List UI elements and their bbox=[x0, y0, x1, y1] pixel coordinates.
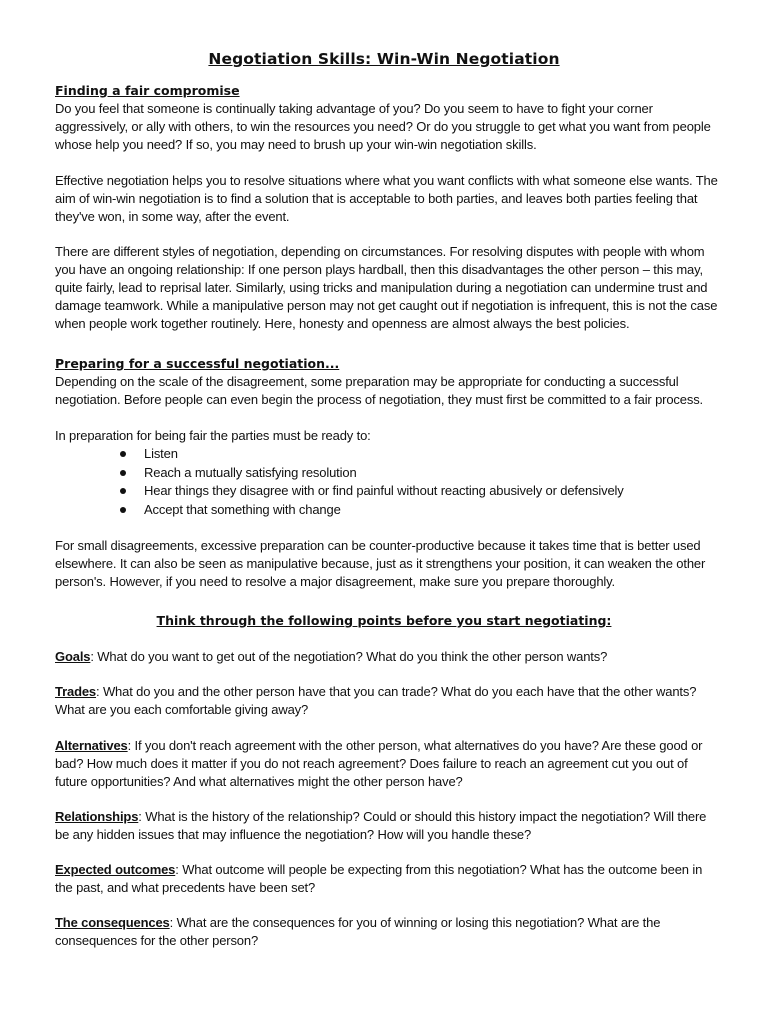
point-text: : If you don't reach agreement with the other person, what alternatives do you have? Are these good or bad? How much does it matter if you do not reach agreement? Does failure to reach an agreement cut you out of future opportunities? And what alternatives might the other person have? bbox=[55, 738, 703, 789]
document-title: Negotiation Skills: Win-Win Negotiation bbox=[208, 50, 560, 68]
point-goals bbox=[55, 648, 720, 666]
paragraph: Depending on the scale of the disagreement, some preparation may be appropriate for conducting a successful negotiation. Before people can even begin the process of negotiation, they must first be committed to a fair process. bbox=[55, 374, 704, 407]
point-consequences bbox=[55, 914, 720, 950]
list-item-text: Accept that something with change bbox=[144, 501, 341, 517]
point-text: : What are the consequences for you of winning or losing this negotiation? What are the consequences for the other person? bbox=[55, 915, 661, 948]
bullet-icon bbox=[120, 451, 126, 457]
point-term: Relationships bbox=[55, 809, 139, 824]
point-term: The consequences bbox=[55, 915, 170, 930]
point-text: : What is the history of the relationship? Could or should this history impact the negotiation? Will there be any hidden issues that may influence the negotiation? How will you handle these? bbox=[55, 809, 707, 842]
point-text: : What do you want to get out of the negotiation? What do you think the other person wants? bbox=[90, 649, 608, 664]
point-term: Expected outcomes bbox=[55, 862, 176, 877]
point-text: : What outcome will people be expecting from this negotiation? What has the outcome been in the past, and what precedents have been set? bbox=[55, 862, 703, 895]
section-heading-preparing: Preparing for a successful negotiation... bbox=[55, 356, 340, 371]
section-heading-think-through: Think through the following points before you start negotiating: bbox=[156, 613, 612, 628]
list-item bbox=[120, 501, 624, 520]
bullet-icon bbox=[120, 507, 126, 513]
point-term: Trades bbox=[55, 684, 97, 699]
paragraph: There are different styles of negotiation, depending on circumstances. For resolving disputes with people with whom you have an ongoing relationship: If one person plays hardball, then this disadvantages the other person – this may, quite fairly, lead to reprisal later. Similarly, using tricks and manipulation during a negotiation can undermine trust and damage teamwork. While a manipulative person may not get caught out if negotiation is infrequent, this is not the case when people work together routinely. Here, honesty and openness are almost always the best policies. bbox=[55, 244, 718, 331]
list-item-text: Hear things they disagree with or find painful without reacting abusively or defensively bbox=[144, 483, 624, 498]
point-term: Alternatives bbox=[55, 738, 128, 753]
paragraph: Do you feel that someone is continually taking advantage of you? Do you seem to have to fight your corner aggressively, or ally with others, to win the resources you need? Or do you struggle to get what you want from people whose help you need? If so, you may need to brush up your win-win negotiation skills. bbox=[55, 101, 711, 152]
point-trades bbox=[55, 683, 720, 719]
point-alternatives bbox=[55, 737, 720, 791]
point-expected-outcomes bbox=[55, 861, 720, 897]
list-item-text: Listen bbox=[144, 446, 178, 461]
point-relationships bbox=[55, 808, 720, 844]
section-heading-fair-compromise: Finding a fair compromise bbox=[55, 83, 240, 98]
list-item bbox=[120, 482, 624, 501]
preparation-bullet-list bbox=[120, 445, 624, 519]
paragraph: For small disagreements, excessive preparation can be counter-productive because it takes time that is better used elsewhere. It can also be seen as manipulative because, just as it strengthens your position, it can weaken the other person's. However, if you need to resolve a major disagreement, make sure you prepare thoroughly. bbox=[55, 538, 706, 589]
list-item bbox=[120, 445, 624, 464]
paragraph: In preparation for being fair the parties must be ready to: bbox=[55, 428, 371, 443]
point-text: : What do you and the other person have that you can trade? What do you each have that the other wants? What are you each comfortable giving away? bbox=[55, 684, 697, 717]
point-term: Goals bbox=[55, 649, 91, 664]
list-item bbox=[120, 464, 624, 483]
paragraph: Effective negotiation helps you to resolve situations where what you want conflicts with what someone else wants. The aim of win-win negotiation is to find a solution that is acceptable to both parties, and leaves both parties feeling that they've won, in some way, after the event. bbox=[55, 173, 718, 224]
bullet-icon bbox=[120, 488, 126, 494]
bullet-icon bbox=[120, 470, 126, 476]
list-item-text: Reach a mutually satisfying resolution bbox=[144, 464, 357, 480]
